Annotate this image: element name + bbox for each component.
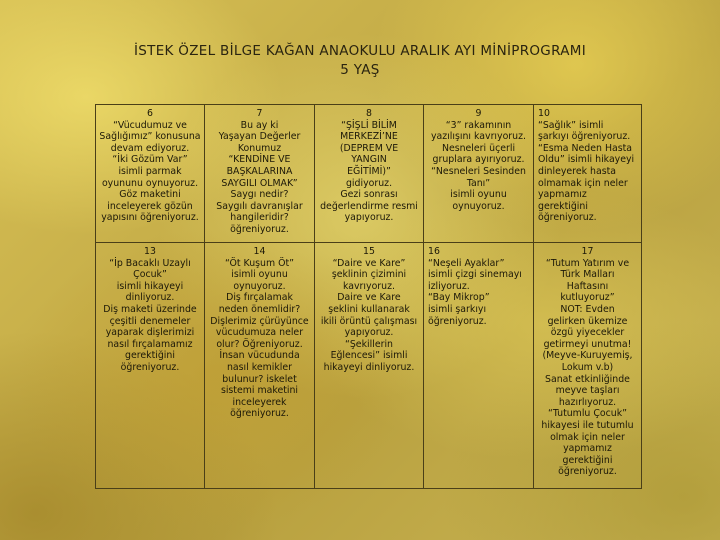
title-line-1: İSTEK ÖZEL BİLGE KAĞAN ANAOKULU ARALIK AYI MİNİPROGRAMI: [134, 43, 586, 59]
cell-text-line: isimli oyunu: [450, 189, 507, 201]
cell-text-line: Sanat etkinliğinde: [545, 373, 630, 385]
cell-text-line: vücudumuza neler: [215, 327, 304, 339]
cell-text-line: sistemi maketini: [220, 385, 299, 397]
day-cell: [205, 243, 315, 489]
cell-text-line: “KENDİNE VE: [228, 154, 291, 166]
cell-text-line: yazılışını kavrıyoruz.: [430, 131, 527, 143]
cell-text-line: öğreniyoruz.: [558, 466, 617, 478]
table-row: [96, 243, 642, 489]
cell-text-line: yapıyoruz.: [344, 327, 394, 339]
day-number: 6: [147, 108, 153, 119]
cell-text-line: Çocuk”: [133, 269, 167, 281]
cell-text-line: olur? Öğreniyoruz.: [216, 338, 303, 350]
cell-text-line: yapmamız: [538, 189, 587, 201]
cell-text-line: öğreniyoruz.: [120, 361, 180, 373]
cell-text-line: Haftasını: [566, 280, 609, 292]
cell-text-line: oynuyoruz.: [233, 280, 286, 292]
cell-text-line: YANGIN: [351, 154, 387, 166]
cell-text-line: öğreniyoruz.: [428, 315, 487, 327]
cell-text-line: hangileridir?: [230, 212, 289, 224]
cell-text-line: Yaşayan Değerler: [218, 131, 301, 143]
cell-text-line: “Nesneleri Sesinden: [431, 165, 526, 177]
day-cell: [424, 105, 534, 243]
day-number: 7: [256, 108, 263, 119]
cell-text-line: izliyoruz.: [428, 280, 470, 292]
cell-text-line: BAŞKALARINA: [226, 165, 293, 177]
cell-text-line: “Daire ve Kare”: [332, 257, 406, 269]
cell-text-line: isimli hikayeyi: [116, 280, 184, 292]
cell-text-line: Konumuz: [237, 142, 282, 154]
cell-text-line: Göz maketini: [119, 189, 181, 201]
cell-text-line: gelirken ükemize: [547, 315, 628, 327]
cell-text-line: kutluyoruz”: [560, 292, 615, 304]
cell-text-line: Bu ay ki: [240, 119, 279, 131]
day-number: 10: [538, 108, 550, 119]
day-cell: [96, 243, 205, 489]
cell-text-line: gidiyoruz.: [345, 177, 393, 189]
cell-text-line: “Bay Mikrop”: [428, 292, 490, 304]
cell-text-line: inceleyerek: [232, 396, 287, 408]
cell-text-line: oynuyoruz.: [452, 200, 505, 212]
cell-text-line: devam ediyoruz.: [110, 142, 190, 154]
day-number: 13: [144, 246, 156, 257]
page-title: [0, 42, 720, 80]
cell-text-line: kavrıyoruz.: [343, 280, 395, 292]
cell-text-line: “Tutum Yatırım ve: [545, 257, 630, 269]
cell-text-line: “Vücudumuz ve: [113, 119, 187, 131]
day-number: 15: [363, 246, 375, 257]
day-cell: [534, 243, 642, 489]
cell-text-line: Saygılı davranışlar: [216, 200, 303, 212]
cell-text-line: Oldu” isimli hikayeyi: [538, 154, 635, 166]
day-number: 8: [366, 108, 372, 119]
cell-text-line: olmamak için neler: [538, 177, 628, 189]
cell-text-line: İnsan vücudunda: [219, 350, 300, 362]
cell-text-line: şeklini kullanarak: [328, 303, 410, 315]
cell-text-line: gruplara ayırıyoruz.: [432, 154, 525, 166]
cell-text-line: isimli oyunu: [231, 269, 288, 281]
cell-text-line: inceleyerek gözün: [107, 200, 193, 212]
cell-text-line: yapıyoruz.: [344, 212, 394, 224]
cell-text-line: “Tutumlu Çocuk”: [547, 408, 628, 420]
cell-text-line: “Esma Neden Hasta: [538, 142, 633, 154]
day-cell: [424, 243, 534, 489]
cell-text-line: Dişlerimiz çürüyünce: [210, 315, 309, 327]
cell-text-line: “Sağlık” isimli: [538, 119, 604, 131]
cell-text-line: şeklinin çizimini: [331, 269, 407, 281]
cell-text-line: “İp Bacaklı Uzaylı: [109, 257, 191, 269]
cell-text-line: özgü yiyecekler: [550, 327, 625, 339]
cell-text-line: EĞİTİMİ)”: [347, 165, 391, 177]
cell-text-line: (Meyve-Kuruyemiş,: [542, 350, 633, 362]
cell-text-line: yapmamız: [563, 443, 612, 455]
cell-text-line: Lokum v.b): [561, 361, 614, 373]
cell-text-line: “Neşeli Ayaklar”: [428, 257, 505, 269]
cell-text-line: “İki Gözüm Var”: [112, 154, 188, 166]
day-cell: [315, 105, 424, 243]
day-cell: [315, 243, 424, 489]
cell-text-line: öğreniyoruz.: [538, 212, 597, 224]
cell-text-line: gerektiğini: [562, 454, 613, 466]
cell-text-line: MERKEZİ’NE: [340, 131, 398, 143]
cell-text-line: isimli çizgi sinemayı: [428, 269, 522, 281]
day-cell: [205, 105, 315, 243]
cell-text-line: Sağlığımız” konusuna: [99, 131, 201, 143]
cell-text-line: olmak için neler: [550, 431, 625, 443]
cell-text-line: “3” rakamının: [445, 119, 512, 131]
program-table-body: [96, 105, 642, 489]
cell-text-line: bulunur? iskelet: [222, 373, 297, 385]
cell-text-line: ikili örüntü çalışması: [320, 315, 418, 327]
title-line-2: 5 YAŞ: [340, 62, 380, 78]
cell-text-line: nasıl fırçalamamız: [107, 338, 193, 350]
cell-text-line: oyununu oynuyoruz.: [101, 177, 199, 189]
cell-text-line: çeşitli denemeler: [109, 315, 191, 327]
cell-text-line: hikayesi ile tutumlu: [541, 419, 634, 431]
table-row: [96, 105, 642, 243]
cell-text-line: gerektiğini: [125, 350, 175, 362]
program-table: [95, 104, 642, 489]
cell-text-line: Saygı nedir?: [230, 189, 289, 201]
cell-text-line: nasıl kemikler: [226, 361, 293, 373]
day-number: 14: [253, 246, 266, 257]
cell-text-line: dinliyoruz.: [125, 292, 175, 304]
cell-text-line: Türk Malları: [560, 269, 615, 281]
cell-text-line: “ŞİŞLİ BİLİM: [341, 119, 397, 131]
cell-text-line: isimli şarkıyı: [428, 303, 487, 315]
day-number: 17: [581, 246, 594, 257]
cell-text-line: NOT: Evden: [560, 303, 615, 315]
cell-text-line: (DEPREM VE: [339, 142, 399, 154]
cell-text-line: SAYGILI OLMAK”: [221, 177, 298, 189]
cell-text-line: neden önemlidir?: [218, 303, 301, 315]
cell-text-line: Diş fırçalamak: [226, 292, 293, 304]
cell-text-line: öğreniyoruz.: [230, 408, 289, 420]
cell-text-line: şarkıyı öğreniyoruz.: [538, 131, 631, 143]
cell-text-line: Nesneleri üçerli: [441, 142, 516, 154]
cell-text-line: “Şekillerin: [345, 338, 393, 350]
cell-text-line: “Öt Kuşum Öt”: [224, 257, 295, 269]
cell-text-line: yapısını öğreniyoruz.: [101, 212, 199, 224]
cell-text-line: Eğlencesi” isimli: [330, 350, 408, 362]
cell-text-line: Daire ve Kare: [337, 292, 401, 304]
cell-text-line: getirmeyi unutma!: [543, 338, 632, 350]
cell-text-line: değerlendirme resmi: [320, 200, 418, 212]
cell-text-line: hikayeyi dinliyoruz.: [323, 361, 415, 373]
day-number: 16: [428, 246, 440, 257]
day-cell: [96, 105, 205, 243]
cell-text-line: hazırlıyoruz.: [558, 396, 617, 408]
cell-text-line: Gezi sonrası: [340, 189, 398, 201]
cell-text-line: yaparak dişlerimizi: [105, 327, 195, 339]
day-number: 9: [475, 108, 482, 119]
cell-text-line: Diş maketi üzerinde: [103, 303, 197, 315]
cell-text-line: isimli parmak: [118, 165, 182, 177]
cell-text-line: öğreniyoruz.: [230, 223, 289, 235]
cell-text-line: dinleyerek hasta: [538, 165, 617, 177]
cell-text-line: gerektiğini: [538, 200, 588, 212]
day-cell: [534, 105, 642, 243]
cell-text-line: meyve taşları: [555, 385, 620, 397]
cell-text-line: Tanı”: [466, 177, 491, 189]
